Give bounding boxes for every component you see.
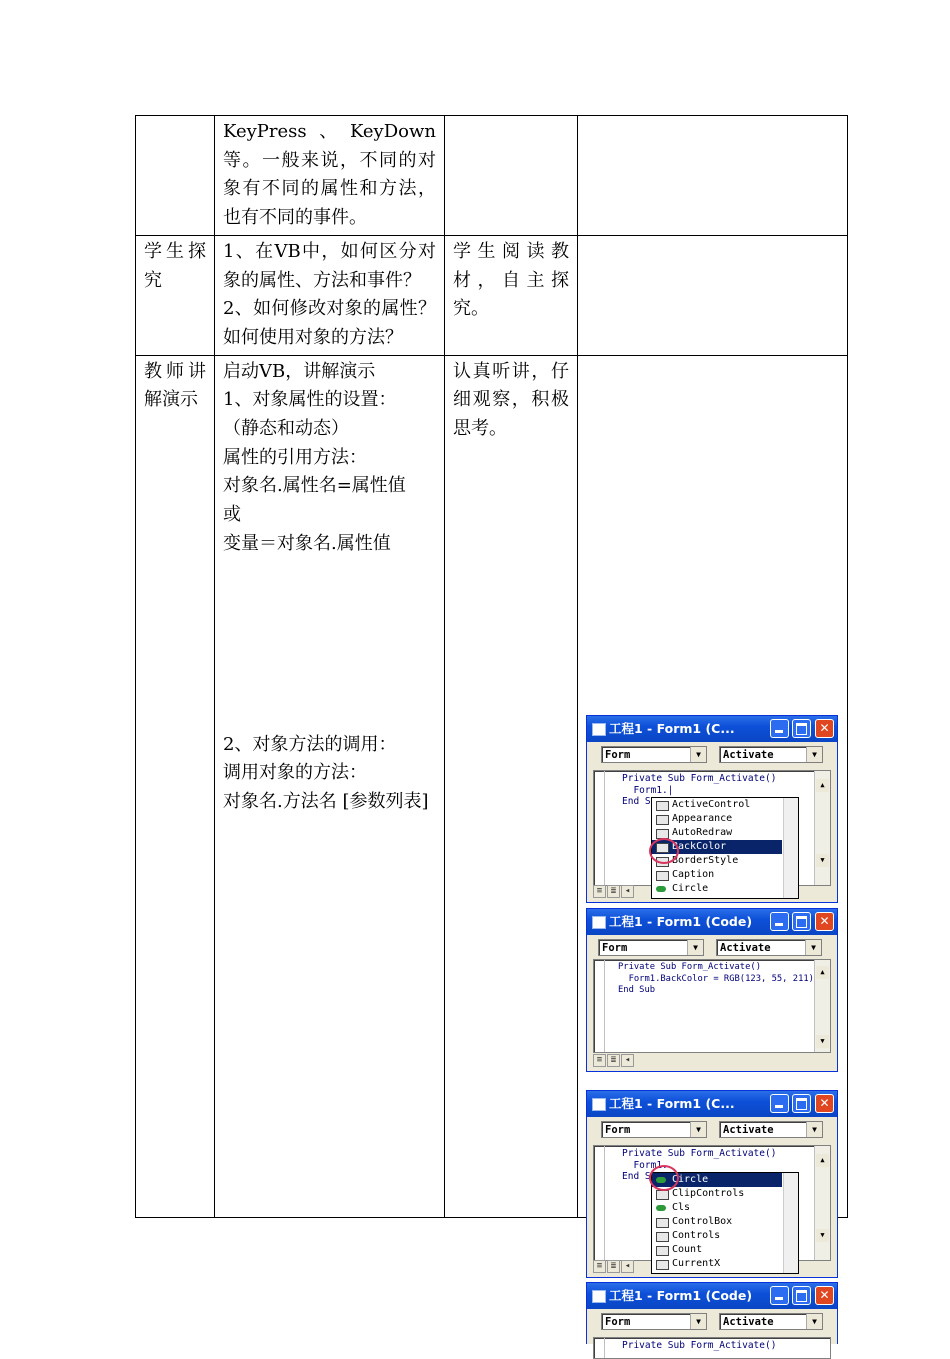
chevron-down-icon: ▼	[690, 747, 706, 762]
vertical-scrollbar[interactable]: ▲ ▼	[814, 1146, 830, 1260]
list-item[interactable]: Count	[652, 1243, 798, 1257]
chevron-down-icon: ▼	[690, 1122, 706, 1137]
list-item-selected[interactable]: Circle	[652, 1173, 782, 1187]
maximize-button[interactable]	[792, 1286, 811, 1305]
property-icon	[656, 801, 669, 811]
maximize-button[interactable]	[792, 912, 811, 931]
stage-cell: 教师讲解演示	[136, 355, 215, 1217]
list-item[interactable]: ClipControls	[652, 1187, 798, 1201]
text-line: （静态和动态）	[223, 418, 349, 440]
table-row	[136, 235, 848, 355]
close-button[interactable]	[815, 912, 834, 931]
window-icon	[592, 1290, 606, 1303]
list-item[interactable]: Cls	[652, 1201, 798, 1215]
list-item[interactable]: CurrentX	[652, 1257, 798, 1271]
vertical-scrollbar[interactable]: ▲ ▼	[814, 771, 830, 885]
code-text: Private Sub Form_Activate() Form1.| End S	[622, 773, 777, 807]
student-activity-cell	[445, 116, 578, 236]
stage-cell	[136, 116, 215, 236]
content-cell: KeyPress、KeyDown等。一般来说，不同的对象有不同的属性和方法，也有不同的事件。	[215, 116, 445, 236]
notes-cell	[578, 116, 848, 236]
text-line: 1、对象属性的设置：	[223, 389, 397, 411]
code-editor[interactable]	[593, 959, 831, 1053]
content-cell	[215, 235, 445, 355]
window-title: 工程1 - Form1 (Code)	[609, 914, 753, 929]
procedure-dropdown[interactable]: Activate ▼	[719, 1121, 823, 1138]
minimize-button[interactable]	[770, 912, 789, 931]
vb-code-window	[586, 1282, 838, 1351]
list-item[interactable]: ActiveControl	[652, 798, 798, 812]
list-item[interactable]: BorderStyle	[652, 854, 798, 868]
highlight-circle	[649, 838, 679, 864]
window-icon	[592, 1098, 606, 1111]
notes-cell	[578, 235, 848, 355]
list-item[interactable]: Circle	[652, 882, 798, 896]
list-item[interactable]: ControlBox	[652, 1215, 798, 1229]
maximize-button[interactable]	[792, 719, 811, 738]
list-item[interactable]: Controls	[652, 1229, 798, 1243]
window-title: 工程1 - Form1 (C...	[609, 1096, 735, 1111]
window-icon	[592, 723, 606, 736]
property-icon	[656, 1246, 669, 1256]
procedure-dropdown[interactable]: Activate ▼	[719, 746, 823, 763]
text-line: 对象名.属性名=属性值	[223, 475, 406, 497]
list-item[interactable]: AutoRedraw	[652, 826, 798, 840]
chevron-down-icon: ▼	[690, 1314, 706, 1329]
close-button[interactable]	[815, 719, 834, 738]
text-line: 调用对象的方法：	[223, 762, 367, 784]
minimize-button[interactable]	[770, 1094, 789, 1113]
list-item-selected[interactable]: BackColor	[652, 840, 782, 854]
view-toggle-bar: ≡ ≣ ◂	[593, 1259, 831, 1274]
close-button[interactable]	[815, 1094, 834, 1113]
window-titlebar	[587, 1091, 837, 1117]
list-item[interactable]: Appearance	[652, 812, 798, 826]
vertical-scrollbar[interactable]: ▲ ▼	[814, 960, 830, 1052]
procedure-dropdown[interactable]: Activate ▼	[716, 939, 822, 956]
window-titlebar	[587, 716, 837, 742]
table-row	[136, 116, 848, 236]
question-1: 1、在VB中，如何区分对象的属性、方法和事件？	[223, 240, 436, 291]
stage-cell: 学生探究	[136, 235, 215, 355]
highlight-circle	[649, 1165, 679, 1191]
property-icon	[656, 815, 669, 825]
content-cell	[215, 355, 445, 1217]
window-icon	[592, 916, 606, 929]
property-icon	[656, 1218, 669, 1228]
chevron-down-icon: ▼	[806, 747, 822, 762]
object-dropdown[interactable]: Form ▼	[598, 939, 704, 956]
method-icon	[656, 886, 666, 892]
student-activity-cell: 认真听讲，仔细观察，积极思考。	[445, 355, 578, 1217]
property-icon	[656, 1232, 669, 1242]
method-icon	[656, 1205, 666, 1211]
student-activity-cell: 学生阅读教材，自主探究。	[445, 235, 578, 355]
text-line: 属性的引用方法：	[223, 446, 367, 468]
property-icon	[656, 1260, 669, 1270]
code-text: Private Sub Form_Activate() Form1.BackColor = RGB(123, 55, 211) End Sub	[618, 962, 814, 995]
view-toggle-bar: ≡ ≣ ◂	[593, 884, 831, 899]
text-line: 启动VB，讲解演示	[223, 360, 376, 382]
object-dropdown[interactable]: Form ▼	[601, 746, 707, 763]
code-text: Private Sub Form_Activate()	[622, 1340, 777, 1351]
chevron-down-icon: ▼	[687, 940, 703, 955]
minimize-button[interactable]	[770, 1286, 789, 1305]
vb-code-window	[586, 1090, 838, 1278]
property-icon	[656, 871, 669, 881]
window-titlebar	[587, 1283, 837, 1309]
code-editor[interactable]	[593, 1337, 831, 1359]
text-line: 或	[223, 504, 241, 526]
vb-code-window	[586, 715, 838, 903]
chevron-down-icon: ▼	[806, 1122, 822, 1137]
view-toggle-bar: ≡ ≣ ◂	[593, 1053, 831, 1068]
text-line: 变量＝对象名.属性值	[223, 532, 391, 554]
question-2: 2、如何修改对象的属性？如何使用对象的方法？	[223, 298, 436, 348]
object-dropdown[interactable]: Form ▼	[601, 1313, 707, 1330]
list-item[interactable]: Caption	[652, 868, 798, 882]
window-title: 工程1 - Form1 (Code)	[609, 1288, 753, 1303]
procedure-dropdown[interactable]: Activate ▼	[719, 1313, 823, 1330]
maximize-button[interactable]	[792, 1094, 811, 1113]
window-titlebar	[587, 909, 837, 935]
text-line: 2、对象方法的调用：	[223, 733, 397, 755]
window-title: 工程1 - Form1 (C...	[609, 721, 735, 736]
chevron-down-icon: ▼	[805, 940, 821, 955]
property-icon	[656, 1190, 669, 1200]
vb-code-window	[586, 908, 838, 1072]
object-dropdown[interactable]: Form ▼	[601, 1121, 707, 1138]
code-text: Private Sub Form_Activate() Form1. End S	[622, 1148, 777, 1182]
minimize-button[interactable]	[770, 719, 789, 738]
chevron-down-icon: ▼	[806, 1314, 822, 1329]
method-syntax: 对象名.方法名 [参数列表]	[223, 790, 429, 812]
close-button[interactable]	[815, 1286, 834, 1305]
